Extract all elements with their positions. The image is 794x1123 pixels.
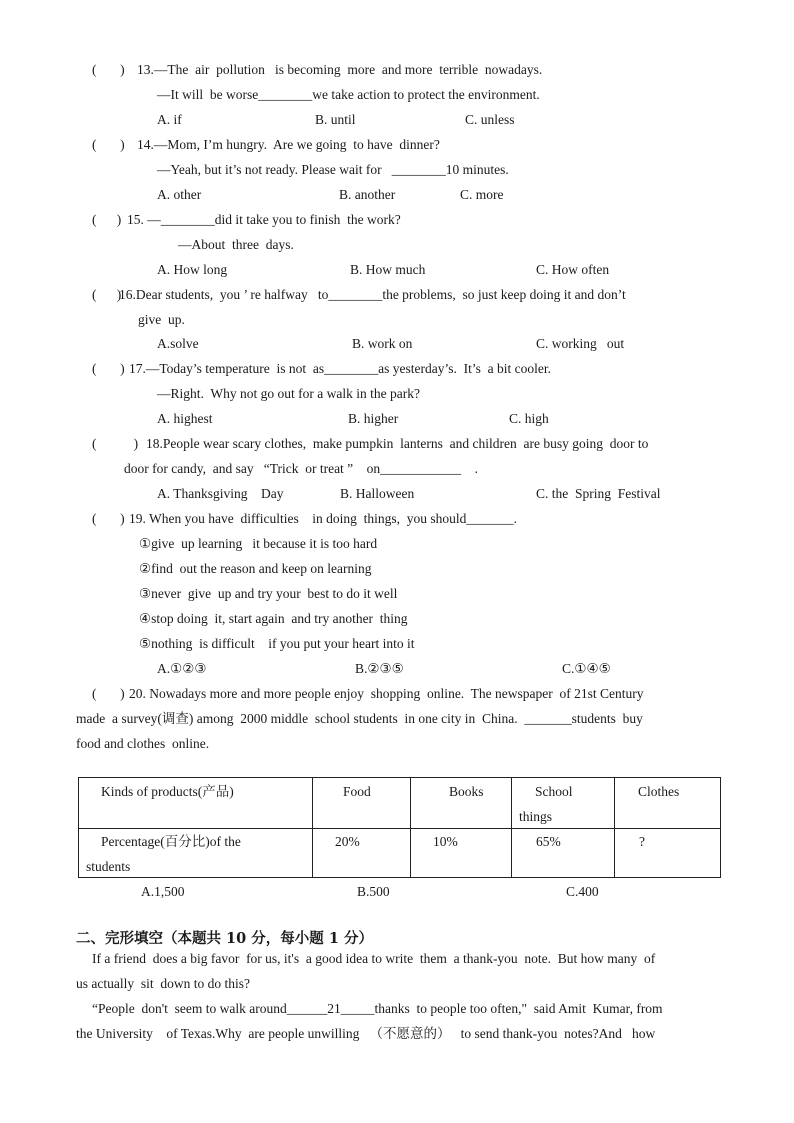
q20-option-a: A.1,500	[141, 884, 185, 899]
q13-option-c: C. unless	[465, 112, 515, 127]
question-18-continuation: door for candy, and say “Trick or treat ” on____________ .	[124, 461, 479, 476]
answer-bracket: ( )	[92, 212, 122, 227]
q20-option-b: B.500	[357, 884, 390, 899]
table-header-books: Books	[449, 784, 484, 799]
question-14-reply: —Yeah, but it’s not ready. Please wait for ________10 minutes.	[157, 162, 509, 177]
section-heading: 二、完形填空（本题共 10 分，每小题 1 分）	[76, 930, 373, 947]
q18-option-c: C. the Spring Festival	[536, 486, 661, 501]
table-header-school-things: things	[519, 809, 553, 824]
table-column-divider	[511, 778, 512, 877]
q19-statement-3: ③never give up and try your best to do it well	[139, 586, 398, 601]
q19-option-a: A.①②③	[157, 661, 207, 676]
q19-statement-2: ②find out the reason and keep on learning	[139, 561, 372, 576]
q14-option-b: B. another	[339, 187, 396, 202]
question-17-reply: —Right. Why not go out for a walk in the park?	[157, 386, 420, 401]
question-20-stem: 20. Nowadays more and more people enjoy shopping online. The newspaper of 21st Century	[129, 686, 644, 701]
q15-option-a: A. How long	[157, 262, 228, 277]
table-cell-clothes-percent: ?	[639, 834, 645, 849]
answer-bracket: ( )	[92, 686, 125, 701]
question-16-continuation: give up.	[138, 312, 185, 327]
passage-line: If a friend does a big favor for us, it's a good idea to write them a thank-you note. But how many of	[92, 951, 656, 966]
q18-option-b: B. Halloween	[340, 486, 415, 501]
q16-option-b: B. work on	[352, 336, 413, 351]
passage-line: “People don't seem to walk around______21_____thanks to people too often," said Amit Kumar, from	[92, 1001, 663, 1016]
table-cell-books-percent: 10%	[433, 834, 458, 849]
table-header-food: Food	[343, 784, 371, 799]
table-column-divider	[312, 778, 313, 877]
question-14-stem: 14.—Mom, I’m hungry. Are we going to have dinner?	[137, 137, 440, 152]
table-row-label-percentage: Percentage(百分比)of the	[101, 834, 241, 849]
table-header-school: School	[535, 784, 573, 799]
q17-option-b: B. higher	[348, 411, 399, 426]
question-13-stem: 13.—The air pollution is becoming more and more terrible nowadays.	[137, 62, 543, 77]
q18-option-a: A. Thanksgiving Day	[157, 486, 284, 501]
table-column-divider	[614, 778, 615, 877]
q19-option-b: B.②③⑤	[355, 661, 404, 676]
q19-statement-4: ④stop doing it, start again and try another thing	[139, 611, 408, 626]
q16-option-c: C. working out	[536, 336, 625, 351]
question-20-continuation-2: food and clothes online.	[76, 736, 210, 751]
q16-option-a: A.solve	[157, 336, 199, 351]
question-17-stem: 17.—Today’s temperature is not as________as yesterday’s. It’s a bit cooler.	[129, 361, 551, 376]
table-row-divider	[79, 828, 720, 829]
answer-bracket: ( )	[92, 137, 125, 152]
products-table	[78, 777, 721, 878]
q14-option-a: A. other	[157, 187, 202, 202]
table-column-divider	[410, 778, 411, 877]
answer-bracket: ( )	[92, 436, 139, 451]
table-row-label-students: students	[86, 859, 131, 874]
q17-option-c: C. high	[509, 411, 549, 426]
passage-line: the University of Texas.Why are people unwilling （不愿意的） to send thank-you notes?And how	[76, 1026, 656, 1041]
passage-line: us actually sit down to do this?	[76, 976, 250, 991]
question-18-stem: 18.People wear scary clothes, make pumpkin lanterns and children are busy going door to	[146, 436, 649, 451]
q15-option-c: C. How often	[536, 262, 610, 277]
question-15-stem: 15. —________did it take you to finish the work?	[127, 212, 401, 227]
answer-bracket: ( )	[92, 62, 125, 77]
question-15-reply: —About three days.	[178, 237, 294, 252]
q19-statement-1: ①give up learning it because it is too hard	[139, 536, 378, 551]
q14-option-c: C. more	[460, 187, 504, 202]
answer-bracket: ( )	[92, 361, 125, 376]
question-16-stem: 16.Dear students, you ’ re halfway to________the problems, so just keep doing it and don’t	[119, 287, 626, 302]
q19-option-c: C.①④⑤	[562, 661, 611, 676]
table-header-kinds: Kinds of products(产品)	[101, 784, 234, 799]
question-20-continuation-1: made a survey(调查) among 2000 middle school students in one city in China. _______students buy	[76, 711, 643, 726]
answer-bracket: ( )	[92, 287, 122, 302]
question-13-reply: —It will be worse________we take action to protect the environment.	[157, 87, 540, 102]
table-header-clothes: Clothes	[638, 784, 680, 799]
q19-statement-5: ⑤nothing is difficult if you put your heart into it	[139, 636, 415, 651]
table-cell-school-percent: 65%	[536, 834, 561, 849]
answer-bracket: ( )	[92, 511, 125, 526]
q13-option-a: A. if	[157, 112, 182, 127]
question-19-stem: 19. When you have difficulties in doing things, you should_______.	[129, 511, 517, 526]
q17-option-a: A. highest	[157, 411, 213, 426]
q15-option-b: B. How much	[350, 262, 426, 277]
q13-option-b: B. until	[315, 112, 356, 127]
table-cell-food-percent: 20%	[335, 834, 360, 849]
q20-option-c: C.400	[566, 884, 599, 899]
